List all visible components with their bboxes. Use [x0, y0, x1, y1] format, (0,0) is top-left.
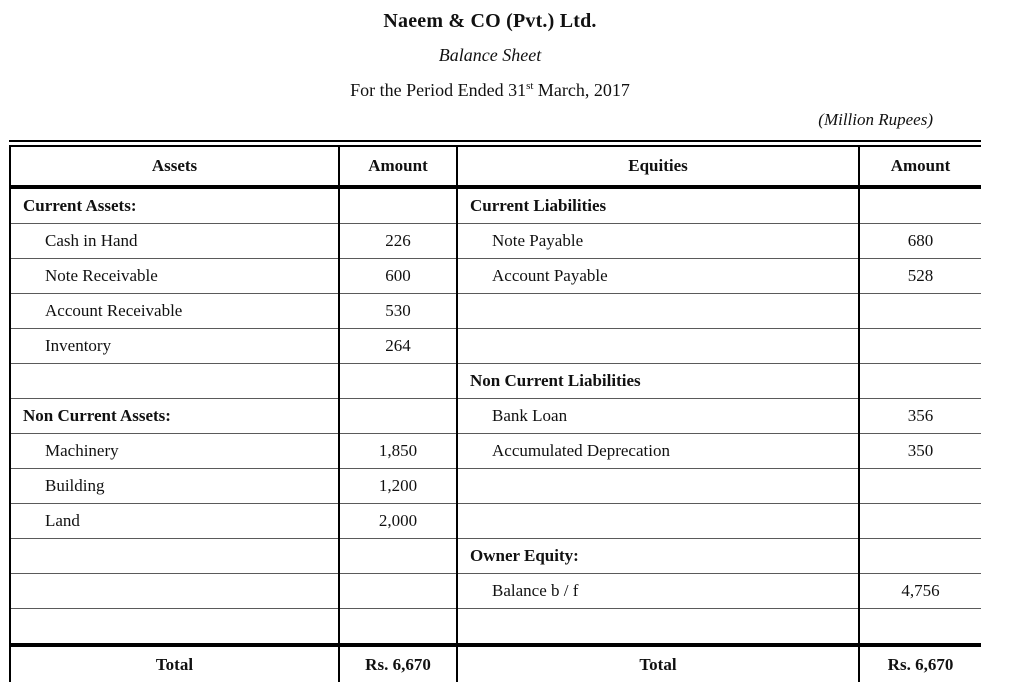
asset-amount-cell: 264 — [339, 329, 457, 364]
table-row — [10, 329, 981, 364]
total-amount-left: Rs. 6,670 — [339, 645, 457, 682]
asset-amount-cell — [339, 399, 457, 434]
asset-label-cell — [10, 364, 339, 399]
asset-label-cell — [10, 574, 339, 609]
col-header-amount-right: Amount — [859, 144, 981, 188]
asset-label-cell: Current Assets: — [10, 187, 339, 224]
asset-amount-cell: 2,000 — [339, 504, 457, 539]
table-body — [10, 187, 981, 645]
col-header-assets: Assets — [10, 144, 339, 188]
period-prefix: For the Period Ended 31 — [350, 80, 527, 100]
equity-label-cell — [457, 504, 859, 539]
table-row — [10, 609, 981, 646]
asset-amount-cell — [339, 574, 457, 609]
col-header-equities: Equities — [457, 144, 859, 188]
equity-amount-cell — [859, 609, 981, 646]
equity-amount-cell — [859, 364, 981, 399]
balance-sheet-table — [9, 140, 981, 682]
equity-label-cell: Bank Loan — [457, 399, 859, 434]
equity-label-cell: Non Current Liabilities — [457, 364, 859, 399]
table-row — [10, 504, 981, 539]
total-row — [10, 645, 981, 682]
equity-amount-cell: 356 — [859, 399, 981, 434]
table-row — [10, 539, 981, 574]
equity-amount-cell — [859, 539, 981, 574]
col-header-amount-left: Amount — [339, 144, 457, 188]
asset-amount-cell: 1,200 — [339, 469, 457, 504]
equity-label-cell: Owner Equity: — [457, 539, 859, 574]
equity-label-cell — [457, 609, 859, 646]
asset-label-cell: Account Receivable — [10, 294, 339, 329]
table-header-row — [10, 144, 981, 188]
asset-amount-cell: 1,850 — [339, 434, 457, 469]
table-row — [10, 469, 981, 504]
asset-amount-cell: 530 — [339, 294, 457, 329]
asset-label-cell: Note Receivable — [10, 259, 339, 294]
table-row — [10, 294, 981, 329]
equity-amount-cell — [859, 469, 981, 504]
table-row — [10, 259, 981, 294]
asset-amount-cell: 600 — [339, 259, 457, 294]
table-row — [10, 434, 981, 469]
asset-label-cell: Land — [10, 504, 339, 539]
equity-label-cell: Account Payable — [457, 259, 859, 294]
asset-label-cell — [10, 539, 339, 574]
asset-amount-cell — [339, 364, 457, 399]
equity-amount-cell — [859, 329, 981, 364]
asset-amount-cell — [339, 187, 457, 224]
equity-amount-cell — [859, 187, 981, 224]
equity-amount-cell — [859, 504, 981, 539]
equity-amount-cell: 350 — [859, 434, 981, 469]
table-row — [10, 364, 981, 399]
equity-label-cell — [457, 469, 859, 504]
asset-amount-cell — [339, 539, 457, 574]
equity-amount-cell — [859, 294, 981, 329]
table-row — [10, 574, 981, 609]
report-title: Balance Sheet — [438, 45, 542, 65]
asset-label-cell: Non Current Assets: — [10, 399, 339, 434]
asset-label-cell: Cash in Hand — [10, 224, 339, 259]
asset-label-cell: Inventory — [10, 329, 339, 364]
equity-amount-cell: 680 — [859, 224, 981, 259]
total-label-left: Total — [10, 645, 339, 682]
table-row — [10, 399, 981, 434]
period-suffix: March, 2017 — [533, 80, 630, 100]
period-line — [0, 80, 980, 101]
company-name: Naeem & CO (Pvt.) Ltd. — [383, 10, 597, 32]
equity-amount-cell: 528 — [859, 259, 981, 294]
equity-label-cell: Accumulated Deprecation — [457, 434, 859, 469]
equity-label-cell — [457, 329, 859, 364]
total-amount-right: Rs. 6,670 — [859, 645, 981, 682]
total-label-right: Total — [457, 645, 859, 682]
asset-label-cell — [10, 609, 339, 646]
document-heading — [0, 10, 980, 101]
table-row — [10, 224, 981, 259]
asset-amount-cell — [339, 609, 457, 646]
asset-amount-cell: 226 — [339, 224, 457, 259]
equity-label-cell: Current Liabilities — [457, 187, 859, 224]
equity-amount-cell: 4,756 — [859, 574, 981, 609]
equity-label-cell — [457, 294, 859, 329]
unit-note: (Million Rupees) — [818, 110, 933, 129]
asset-label-cell: Machinery — [10, 434, 339, 469]
period-ordinal-superscript: st — [526, 80, 534, 92]
asset-label-cell: Building — [10, 469, 339, 504]
table-row — [10, 187, 981, 224]
equity-label-cell: Balance b / f — [457, 574, 859, 609]
equity-label-cell: Note Payable — [457, 224, 859, 259]
